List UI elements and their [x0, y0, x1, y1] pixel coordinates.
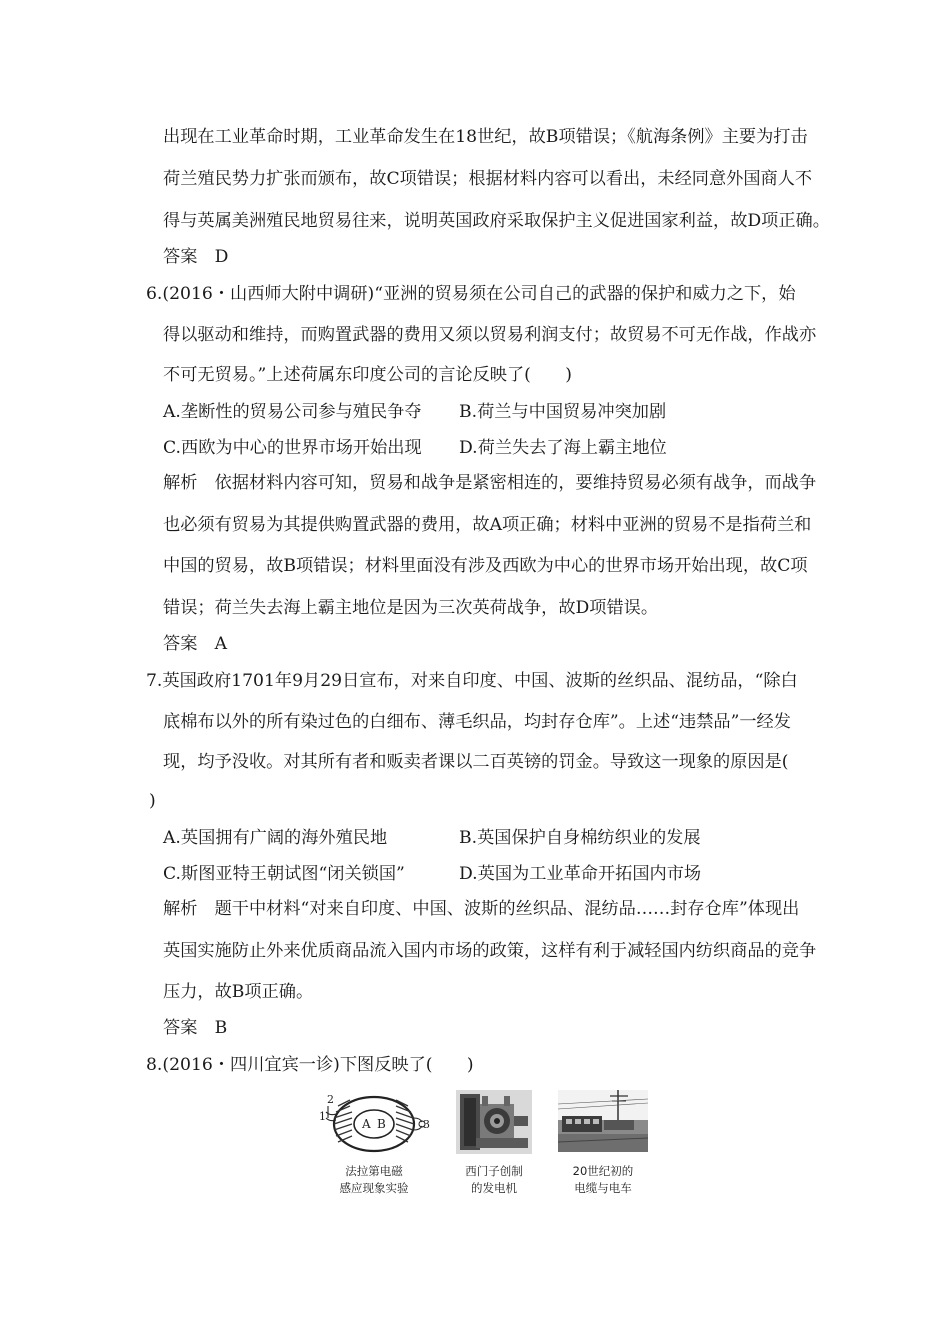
figure-caption-3	[555, 1163, 651, 1197]
option-b: B.英国保护自身棉纺织业的发展	[459, 828, 701, 848]
option-a: A.垄断性的贸易公司参与殖民争夺	[163, 402, 422, 422]
text-line: 出现在工业革命时期，工业革命发生在18世纪，故B项错误；《航海条例》主要为打击	[163, 127, 808, 147]
faraday-ring-figure	[316, 1088, 431, 1160]
text-line: 也必须有贸易为其提供购置武器的费用，故A项正确；材料中亚洲的贸易不是指荷兰和	[163, 515, 812, 535]
question-7-stem: 7.英国政府1701年9月29日宣布，对来自印度、中国、波斯的丝织品、混纺品，“除白	[146, 671, 798, 691]
ring-label-a: A	[362, 1117, 371, 1131]
caption-line: 20世纪初的	[572, 1164, 634, 1178]
answer-line: 答案 B	[163, 1018, 228, 1038]
tram-figure	[558, 1090, 648, 1152]
option-a: A.英国拥有广阔的海外殖民地	[163, 828, 388, 848]
text-line: 现，均予没收。对其所有者和贩卖者课以二百英镑的罚金。导致这一现象的原因是(	[163, 752, 789, 772]
question-6-stem: 6.(2016・山西师大附中调研)“亚洲的贸易须在公司自己的武器的保护和威力之下，始	[146, 284, 796, 304]
dynamo-photo	[456, 1090, 532, 1154]
caption-line: 电缆与电车	[574, 1181, 632, 1195]
option-d: D.英国为工业革命开拓国内市场	[459, 864, 702, 884]
text-line: 不可无贸易。”上述荷属东印度公司的言论反映了( )	[163, 365, 572, 385]
caption-line: 感应现象实验	[339, 1181, 409, 1195]
ring-label-3: 3	[423, 1118, 430, 1131]
text-line: 压力，故B项正确。	[163, 982, 314, 1002]
question-8-stem: 8.(2016・四川宜宾一诊)下图反映了( )	[146, 1055, 474, 1075]
text-line: 得与英属美洲殖民地贸易往来，说明英国政府采取保护主义促进国家利益，故D项正确。	[163, 211, 830, 231]
text-line: )	[149, 791, 156, 811]
text-line: 英国实施防止外来优质商品流入国内市场的政策，这样有利于减轻国内纺织商品的竞争	[163, 941, 817, 961]
option-c: C.斯图亚特王朝试图“闭关锁国”	[163, 864, 405, 884]
ring-label-b: B	[377, 1117, 386, 1131]
text-line: 错误；荷兰失去海上霸主地位是因为三次英荷战争，故D项错误。	[163, 598, 659, 618]
option-d: D.荷兰失去了海上霸主地位	[459, 438, 667, 458]
caption-line: 法拉第电磁	[345, 1164, 403, 1178]
figure-caption-2	[446, 1163, 542, 1197]
faraday-ring-illustration	[316, 1088, 431, 1160]
answer-line: 答案 A	[163, 634, 227, 654]
text-line: 底棉布以外的所有染过色的白细布、薄毛织品，均封存仓库”。上述“违禁品”一经发	[163, 712, 791, 732]
text-line: 得以驱动和维持，而购置武器的费用又须以贸易利润支付；故贸易不可无作战，作战亦	[163, 325, 817, 345]
text-line: 荷兰殖民势力扩张而颁布，故C项错误；根据材料内容可以看出，未经同意外国商人不	[163, 169, 813, 189]
ring-label-2: 2	[327, 1093, 334, 1106]
ring-label-1: 1	[319, 1110, 326, 1123]
caption-line: 的发电机	[471, 1181, 517, 1195]
analysis-line: 解析 依据材料内容可知，贸易和战争是紧密相连的，要维持贸易必须有战争，而战争	[163, 473, 817, 493]
option-b: B.荷兰与中国贸易冲突加剧	[459, 402, 667, 422]
tram-photo	[558, 1090, 648, 1152]
text-line: 中国的贸易，故B项错误；材料里面没有涉及西欧为中心的世界市场开始出现，故C项	[163, 556, 808, 576]
caption-line: 西门子创制	[465, 1164, 523, 1178]
answer-line: 答案 D	[163, 247, 229, 267]
dynamo-figure	[456, 1090, 532, 1154]
option-c: C.西欧为中心的世界市场开始出现	[163, 438, 422, 458]
analysis-line: 解析 题干中材料“对来自印度、中国、波斯的丝织品、混纺品……封存仓库”体现出	[163, 899, 800, 919]
figure-caption-1	[318, 1163, 430, 1197]
